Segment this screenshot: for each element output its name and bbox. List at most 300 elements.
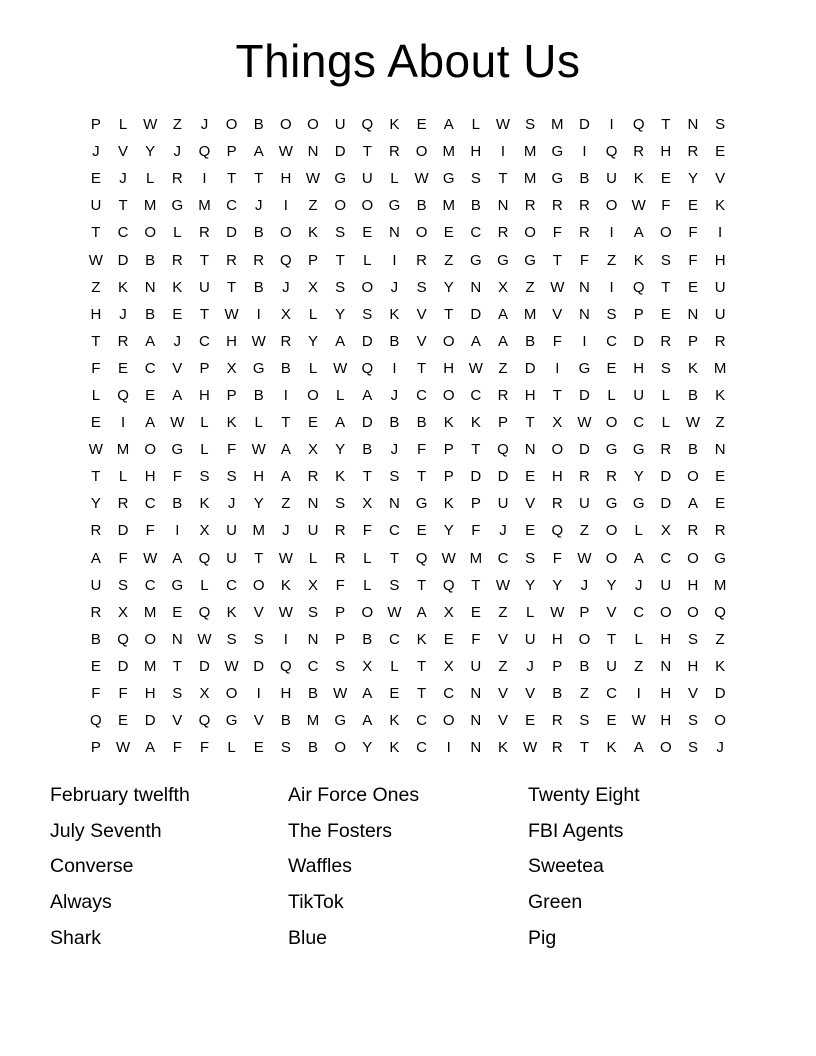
grid-letter: C: [389, 522, 400, 540]
grid-letter: G: [470, 251, 482, 269]
grid-letter: A: [443, 116, 454, 134]
grid-letter: C: [144, 359, 156, 377]
grid-letter: Z: [498, 359, 508, 377]
grid-letter: B: [145, 305, 156, 323]
grid-letter: R: [253, 251, 265, 269]
grid-letter: H: [660, 712, 672, 730]
grid-letter: V: [525, 495, 536, 513]
grid-letter: I: [609, 224, 614, 242]
grid-letter: N: [687, 116, 699, 134]
grid-letter: Z: [606, 251, 617, 269]
grid-letter: R: [578, 224, 590, 242]
grid-letter: H: [633, 359, 645, 377]
grid-letter: G: [524, 251, 536, 269]
grid-letter: R: [416, 251, 427, 269]
grid-letter: G: [171, 197, 184, 215]
grid-letter: A: [280, 468, 291, 486]
grid-letter: D: [117, 522, 129, 540]
grid-letter: S: [308, 603, 319, 621]
grid-letter: O: [605, 522, 618, 540]
grid-letter: I: [392, 251, 397, 269]
grid-letter: H: [524, 386, 536, 404]
grid-letter: T: [416, 359, 427, 377]
grid-letter: D: [470, 305, 482, 323]
puzzle-title: Things About Us: [235, 35, 581, 87]
grid-letter: K: [389, 712, 400, 730]
grid-letter: W: [278, 603, 293, 621]
grid-letter: C: [497, 549, 509, 567]
grid-letter: B: [280, 359, 291, 377]
grid-letter: R: [660, 332, 672, 350]
word-list-item: July Seventh: [50, 819, 162, 842]
grid-letter: X: [362, 495, 373, 513]
grid-letter: Y: [335, 305, 346, 323]
grid-letter: T: [525, 414, 535, 432]
grid-letter: R: [660, 441, 672, 459]
grid-letter: C: [307, 657, 319, 675]
grid-letter: L: [145, 170, 155, 188]
grid-letter: F: [552, 332, 562, 350]
grid-letter: R: [334, 549, 346, 567]
grid-letter: I: [582, 143, 587, 161]
grid-letter: K: [715, 197, 726, 215]
grid-letter: V: [172, 712, 183, 730]
grid-letter: H: [660, 685, 672, 703]
grid-letter: A: [253, 143, 264, 161]
grid-letter: N: [171, 630, 183, 648]
grid-letter: L: [363, 549, 372, 567]
grid-letter: X: [308, 278, 319, 296]
grid-letter: T: [471, 576, 481, 594]
grid-letter: L: [607, 386, 616, 404]
grid-letter: S: [389, 576, 400, 594]
grid-letter: L: [634, 522, 643, 540]
grid-letter: J: [580, 576, 589, 594]
grid-letter: E: [308, 414, 319, 432]
grid-letter: W: [143, 116, 158, 134]
grid-letter: N: [307, 495, 319, 513]
grid-letter: I: [202, 170, 207, 188]
grid-letter: D: [660, 495, 672, 513]
grid-letter: T: [335, 251, 345, 269]
grid-letter: U: [90, 197, 102, 215]
grid-letter: U: [633, 386, 645, 404]
grid-letter: R: [551, 712, 563, 730]
grid-letter: Y: [443, 278, 454, 296]
grid-letter: K: [308, 224, 319, 242]
grid-letter: L: [363, 576, 372, 594]
word-list-item: Always: [50, 891, 112, 914]
grid-letter: L: [335, 386, 345, 404]
grid-letter: R: [117, 495, 129, 513]
grid-letter: I: [609, 278, 614, 296]
grid-letter: W: [387, 603, 402, 621]
grid-letter: K: [606, 739, 617, 757]
grid-letter: F: [661, 197, 671, 215]
grid-letter: F: [145, 522, 155, 540]
grid-letter: E: [606, 359, 617, 377]
grid-letter: K: [280, 576, 291, 594]
grid-letter: R: [117, 332, 129, 350]
grid-letter: F: [471, 630, 481, 648]
grid-letter: T: [416, 657, 427, 675]
grid-letter: V: [687, 685, 698, 703]
grid-letter: X: [226, 359, 237, 377]
grid-letter: V: [552, 305, 563, 323]
word-list-item: FBI Agents: [528, 819, 624, 842]
grid-letter: H: [280, 170, 292, 188]
grid-letter: T: [254, 549, 264, 567]
grid-letter: Y: [145, 143, 156, 161]
grid-letter: S: [280, 739, 291, 757]
grid-letter: B: [416, 414, 427, 432]
grid-letter: F: [118, 685, 128, 703]
grid-letter: P: [497, 414, 508, 432]
grid-letter: J: [173, 143, 182, 161]
grid-letter: Y: [633, 468, 644, 486]
grid-letter: N: [578, 278, 590, 296]
grid-letter: N: [497, 197, 509, 215]
grid-letter: U: [470, 657, 482, 675]
grid-letter: Z: [172, 116, 182, 134]
grid-letter: T: [254, 170, 264, 188]
grid-letter: I: [120, 414, 126, 432]
grid-letter: F: [172, 468, 182, 486]
grid-letter: H: [144, 685, 156, 703]
grid-letter: L: [471, 116, 481, 134]
grid-letter: E: [715, 468, 726, 486]
grid-letter: D: [497, 468, 509, 486]
grid-letter: Q: [497, 441, 509, 459]
grid-letter: M: [306, 712, 320, 730]
grid-letter: Y: [687, 170, 698, 188]
grid-letter: F: [362, 522, 372, 540]
grid-letter: G: [632, 441, 645, 459]
grid-letter: G: [334, 170, 346, 188]
grid-letter: B: [172, 495, 183, 513]
grid-letter: M: [116, 441, 130, 459]
grid-letter: N: [714, 441, 726, 459]
word-list-item: Blue: [288, 926, 328, 949]
grid-letter: J: [499, 522, 507, 540]
grid-letter: H: [253, 468, 265, 486]
grid-letter: C: [633, 414, 645, 432]
grid-letter: Z: [498, 603, 508, 621]
grid-letter: D: [578, 386, 590, 404]
grid-letter: L: [254, 414, 263, 432]
grid-letter: C: [470, 386, 482, 404]
grid-letter: Q: [632, 278, 645, 296]
grid-letter: Z: [715, 630, 725, 648]
grid-letter: S: [416, 278, 427, 296]
grid-letter: W: [523, 739, 538, 757]
grid-letter: V: [497, 712, 508, 730]
grid-letter: F: [91, 685, 101, 703]
grid-letter: R: [578, 468, 590, 486]
grid-letter: B: [253, 386, 264, 404]
grid-letter: D: [633, 332, 645, 350]
grid-letter: J: [254, 197, 263, 215]
grid-letter: E: [525, 712, 536, 730]
grid-letter: U: [361, 170, 373, 188]
grid-letter: C: [144, 576, 156, 594]
grid-letter: E: [145, 386, 156, 404]
grid-letter: T: [118, 197, 128, 215]
grid-letter: E: [443, 630, 454, 648]
grid-letter: W: [224, 657, 239, 675]
grid-letter: E: [715, 495, 726, 513]
grid-letter: B: [579, 657, 590, 675]
grid-letter: S: [118, 576, 129, 594]
grid-letter: Y: [552, 576, 563, 594]
grid-letter: X: [199, 522, 210, 540]
grid-letter: G: [551, 143, 564, 161]
grid-letter: H: [144, 468, 156, 486]
grid-letter: S: [335, 224, 346, 242]
grid-letter: M: [198, 197, 211, 215]
grid-letter: C: [606, 685, 617, 703]
grid-letter: A: [362, 712, 373, 730]
grid-letter: U: [199, 278, 210, 296]
grid-letter: R: [497, 386, 509, 404]
grid-letter: S: [226, 630, 237, 648]
grid-letter: H: [687, 576, 699, 594]
grid-letter: Y: [253, 495, 264, 513]
grid-letter: S: [606, 305, 617, 323]
word-list-column: [288, 778, 528, 957]
grid-letter: O: [578, 630, 591, 648]
grid-letter: C: [117, 224, 129, 242]
grid-letter: S: [715, 116, 726, 134]
grid-letter: D: [144, 712, 156, 730]
grid-letter: G: [334, 712, 346, 730]
grid-letter: E: [90, 657, 101, 675]
grid-letter: H: [199, 386, 210, 404]
grid-letter: S: [660, 359, 671, 377]
grid-letter: W: [631, 197, 646, 215]
grid-letter: B: [687, 386, 698, 404]
grid-letter: V: [606, 603, 617, 621]
letter-grid: [82, 111, 733, 761]
grid-letter: E: [416, 116, 427, 134]
grid-letter: M: [551, 116, 564, 134]
grid-letter: D: [524, 359, 536, 377]
grid-letter: F: [552, 549, 562, 567]
grid-letter: R: [687, 143, 699, 161]
grid-letter: G: [388, 197, 401, 215]
grid-letter: V: [172, 359, 183, 377]
grid-letter: Q: [198, 549, 211, 567]
grid-letter: J: [526, 657, 534, 675]
grid-letter: K: [715, 657, 726, 675]
grid-letter: Q: [280, 251, 292, 269]
grid-letter: K: [497, 739, 508, 757]
grid-letter: W: [577, 549, 592, 567]
grid-letter: J: [634, 576, 643, 594]
grid-letter: K: [389, 305, 400, 323]
grid-letter: W: [631, 712, 646, 730]
grid-letter: A: [687, 495, 698, 513]
grid-letter: W: [550, 278, 565, 296]
grid-letter: V: [715, 170, 726, 188]
grid-letter: L: [200, 414, 209, 432]
grid-letter: N: [307, 630, 319, 648]
grid-letter: Q: [117, 386, 129, 404]
grid-letter: U: [334, 116, 346, 134]
grid-letter: K: [226, 414, 237, 432]
grid-letter: I: [175, 522, 180, 540]
grid-letter: P: [552, 657, 563, 675]
grid-letter: V: [416, 332, 427, 350]
grid-letter: K: [335, 468, 346, 486]
grid-letter: L: [308, 305, 318, 323]
grid-letter: U: [578, 495, 590, 513]
grid-letter: R: [171, 251, 183, 269]
grid-letter: G: [225, 712, 238, 730]
grid-letter: S: [172, 685, 183, 703]
grid-letter: O: [714, 712, 726, 730]
grid-letter: U: [524, 630, 536, 648]
word-list: [50, 778, 768, 957]
grid-letter: K: [633, 251, 644, 269]
grid-letter: C: [144, 495, 156, 513]
grid-letter: O: [415, 224, 428, 242]
grid-letter: H: [687, 657, 699, 675]
grid-letter: J: [716, 739, 724, 757]
grid-letter: S: [660, 251, 671, 269]
grid-letter: E: [90, 414, 101, 432]
grid-letter: L: [390, 170, 399, 188]
grid-letter: Q: [714, 603, 726, 621]
grid-letter: R: [307, 468, 319, 486]
grid-letter: P: [335, 603, 346, 621]
grid-letter: I: [555, 359, 560, 377]
grid-letter: E: [715, 143, 726, 161]
grid-letter: C: [606, 332, 617, 350]
grid-letter: T: [606, 630, 617, 648]
grid-letter: A: [335, 414, 346, 432]
grid-letter: R: [714, 332, 726, 350]
grid-letter: I: [500, 143, 506, 161]
grid-letter: M: [143, 603, 157, 621]
grid-letter: K: [118, 278, 129, 296]
grid-letter: D: [578, 116, 590, 134]
grid-letter: T: [579, 739, 589, 757]
grid-letter: W: [251, 332, 266, 350]
grid-letter: S: [687, 739, 698, 757]
grid-letter: A: [416, 603, 427, 621]
grid-letter: O: [280, 224, 292, 242]
grid-letter: Y: [525, 576, 536, 594]
grid-letter: R: [90, 603, 102, 621]
grid-letter: A: [633, 549, 644, 567]
grid-letter: T: [389, 549, 400, 567]
grid-letter: I: [582, 332, 587, 350]
grid-letter: S: [253, 630, 264, 648]
grid-letter: F: [172, 739, 182, 757]
grid-letter: F: [227, 441, 237, 459]
grid-letter: F: [335, 576, 345, 594]
grid-letter: I: [283, 630, 288, 648]
grid-letter: H: [660, 143, 672, 161]
grid-letter: M: [442, 143, 455, 161]
grid-letter: D: [361, 414, 373, 432]
grid-letter: O: [442, 332, 455, 350]
grid-letter: Y: [362, 739, 373, 757]
grid-letter: A: [497, 332, 508, 350]
grid-letter: S: [199, 468, 210, 486]
grid-letter: M: [523, 170, 537, 188]
grid-letter: W: [197, 630, 212, 648]
grid-letter: B: [579, 170, 590, 188]
grid-letter: Q: [117, 630, 129, 648]
grid-letter: O: [524, 224, 536, 242]
grid-letter: S: [687, 630, 698, 648]
grid-letter: L: [661, 414, 670, 432]
grid-letter: V: [497, 630, 508, 648]
grid-letter: Y: [308, 332, 319, 350]
grid-letter: O: [415, 143, 428, 161]
grid-letter: R: [578, 197, 590, 215]
grid-letter: T: [199, 251, 210, 269]
grid-letter: T: [362, 468, 372, 486]
grid-letter: Q: [361, 116, 374, 134]
grid-letter: I: [283, 197, 288, 215]
grid-letter: T: [416, 576, 427, 594]
grid-letter: E: [443, 224, 454, 242]
grid-letter: D: [117, 251, 129, 269]
grid-letter: N: [470, 685, 482, 703]
grid-letter: B: [308, 685, 319, 703]
grid-letter: Q: [442, 576, 455, 594]
grid-letter: S: [470, 170, 481, 188]
grid-letter: B: [362, 630, 373, 648]
grid-letter: X: [497, 278, 508, 296]
grid-letter: W: [495, 576, 511, 594]
grid-letter: E: [172, 305, 183, 323]
grid-letter: P: [633, 305, 644, 323]
grid-letter: A: [280, 441, 291, 459]
grid-letter: D: [199, 657, 210, 675]
grid-letter: E: [687, 278, 698, 296]
grid-letter: Q: [198, 603, 211, 621]
grid-letter: O: [605, 414, 618, 432]
word-list-item: Sweetea: [528, 855, 604, 878]
grid-letter: Q: [605, 143, 618, 161]
grid-letter: B: [280, 712, 291, 730]
grid-letter: A: [172, 549, 183, 567]
grid-letter: R: [497, 224, 509, 242]
grid-letter: N: [144, 278, 156, 296]
grid-letter: E: [606, 712, 617, 730]
grid-letter: X: [308, 576, 319, 594]
grid-letter: U: [226, 549, 237, 567]
grid-letter: C: [226, 197, 237, 215]
grid-letter: J: [227, 495, 236, 513]
grid-letter: B: [253, 278, 264, 296]
grid-letter: B: [145, 251, 156, 269]
grid-letter: J: [92, 143, 100, 161]
grid-letter: R: [334, 522, 346, 540]
grid-letter: U: [606, 657, 617, 675]
grid-letter: K: [687, 359, 698, 377]
grid-letter: O: [307, 116, 319, 134]
grid-letter: D: [361, 332, 373, 350]
grid-letter: T: [498, 170, 508, 188]
grid-letter: S: [362, 305, 373, 323]
grid-letter: J: [200, 116, 209, 134]
grid-letter: U: [714, 305, 726, 323]
